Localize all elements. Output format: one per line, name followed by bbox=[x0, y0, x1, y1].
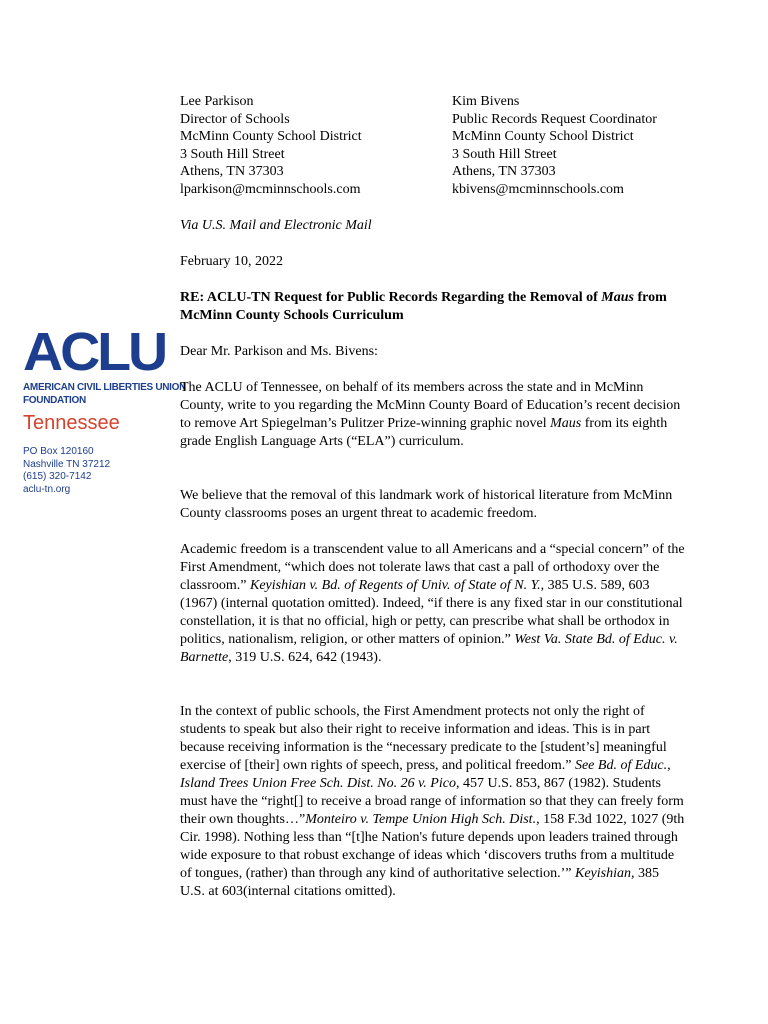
aclu-letterhead bbox=[23, 322, 187, 505]
recipient-street: 3 South Hill Street bbox=[180, 146, 285, 162]
org-name-line1: AMERICAN CIVIL LIBERTIES UNION bbox=[23, 382, 187, 393]
aclu-logo: ACLU bbox=[23, 322, 166, 382]
org-name-line2: FOUNDATION bbox=[23, 395, 86, 406]
paragraph-text: Academic freedom is a transcendent value to all Americans and a “special concern” of the First Amendment, “which does not tolerate laws that cast a pall of orthodoxy over the classroom.” bbox=[180, 542, 685, 593]
org-city: Nashville TN 37212 bbox=[23, 458, 111, 470]
recipient-email: kbivens@mcminnschools.com bbox=[452, 181, 624, 197]
recipient-city: Athens, TN 37303 bbox=[180, 164, 284, 179]
paragraph-1 bbox=[180, 379, 685, 451]
recipient-organization: McMinn County School District bbox=[452, 129, 634, 144]
paragraph-3 bbox=[180, 541, 685, 667]
org-state: Tennessee bbox=[23, 412, 120, 434]
case-citation: Keyishian bbox=[575, 866, 631, 881]
recipient-street: 3 South Hill Street bbox=[452, 146, 557, 162]
recipient-name: Lee Parkison bbox=[180, 94, 254, 109]
recipient-name: Kim Bivens bbox=[452, 94, 520, 109]
org-contact bbox=[23, 446, 110, 496]
recipient-address-1 bbox=[180, 93, 362, 198]
subject-book-title: Maus bbox=[601, 290, 634, 305]
org-po-box: PO Box 120160 bbox=[23, 446, 94, 457]
paragraph-text: The ACLU of Tennessee, on behalf of its members across the state and in McMinn County, write to you regarding the McMinn County Board of Education’s recent decision to remove Art Spiegelman’s Pulitzer Prize-winning graphic novel bbox=[180, 380, 681, 431]
case-citation: Keyishian v. Bd. of Regents of Univ. of State of N. Y. bbox=[249, 578, 541, 593]
paragraph-4 bbox=[180, 703, 685, 901]
recipient-city: Athens, TN 37303 bbox=[452, 164, 556, 179]
paragraph-text: , 158 F.3d 1022, 1027 (9th Cir. 1998). Nothing less than “[t]he Nation's future depends upon leaders trained through wide exposure to that robust exchange of ideas which ‘discovers truths from a multitude of tongues, (rather) than through any kind of authoritative selection.’” bbox=[180, 812, 685, 881]
recipient-title: Director of Schools bbox=[180, 111, 290, 127]
paragraph-2: We believe that the removal of this landmark work of historical literature from McMinn County classrooms poses an urgent threat to academic freedom. bbox=[180, 488, 673, 521]
case-citation: See Bd. of Educ., Island Trees Union Free Sch. Dist. No. 26 v. Pico bbox=[180, 758, 671, 791]
paragraph-text: , 319 U.S. 624, 642 (1943). bbox=[228, 650, 382, 665]
paragraph-text: , 385 U.S. at 603(internal citations omitted). bbox=[180, 866, 659, 899]
letter-date: February 10, 2022 bbox=[180, 254, 284, 269]
org-website: aclu-tn.org bbox=[23, 483, 71, 495]
paragraph-text: , 457 U.S. 853, 867 (1982). Students must have the “right[] to receive a broad range of information so that they can freely form their own thoughts…” bbox=[180, 776, 684, 827]
recipient-organization: McMinn County School District bbox=[180, 129, 362, 144]
paragraph-text: , 385 U.S. 589, 603 (1967) (internal quotation omitted). Indeed, “if there is any fixed star in our constitutional constellation, it is that no official, high or petty, can prescribe what shall be orthodox in politics, nationalism, religion, or other matters of opinion.” bbox=[180, 578, 683, 647]
salutation: Dear Mr. Parkison and Ms. Bivens: bbox=[180, 344, 378, 359]
paragraph-text: In the context of public schools, the First Amendment protects not only the right of students to speak but also their right to receive information and ideas. This is in part because receiving information is the “necessary predicate to the [student’s] meaningful exercise of [their] own rights of speech, press, and political freedom.” bbox=[180, 704, 667, 773]
book-title: Maus bbox=[550, 416, 582, 431]
case-citation: Monteiro v. Tempe Union High Sch. Dist. bbox=[305, 812, 537, 827]
subject-prefix: RE: ACLU-TN Request for Public Records Regarding the Removal of bbox=[180, 290, 602, 305]
recipient-email: lparkison@mcminnschools.com bbox=[180, 181, 361, 197]
subject-suffix: from McMinn County Schools Curriculum bbox=[180, 290, 667, 323]
delivery-method: Via U.S. Mail and Electronic Mail bbox=[180, 218, 372, 233]
recipient-address-2 bbox=[452, 93, 657, 198]
subject-line bbox=[180, 289, 685, 325]
recipient-title: Public Records Request Coordinator bbox=[452, 111, 657, 127]
org-phone: (615) 320-7142 bbox=[23, 471, 92, 482]
paragraph-text: from its eighth grade English Language Arts (“ELA”) curriculum. bbox=[180, 416, 668, 449]
case-citation: West Va. State Bd. of Educ. v. Barnette bbox=[180, 632, 678, 665]
